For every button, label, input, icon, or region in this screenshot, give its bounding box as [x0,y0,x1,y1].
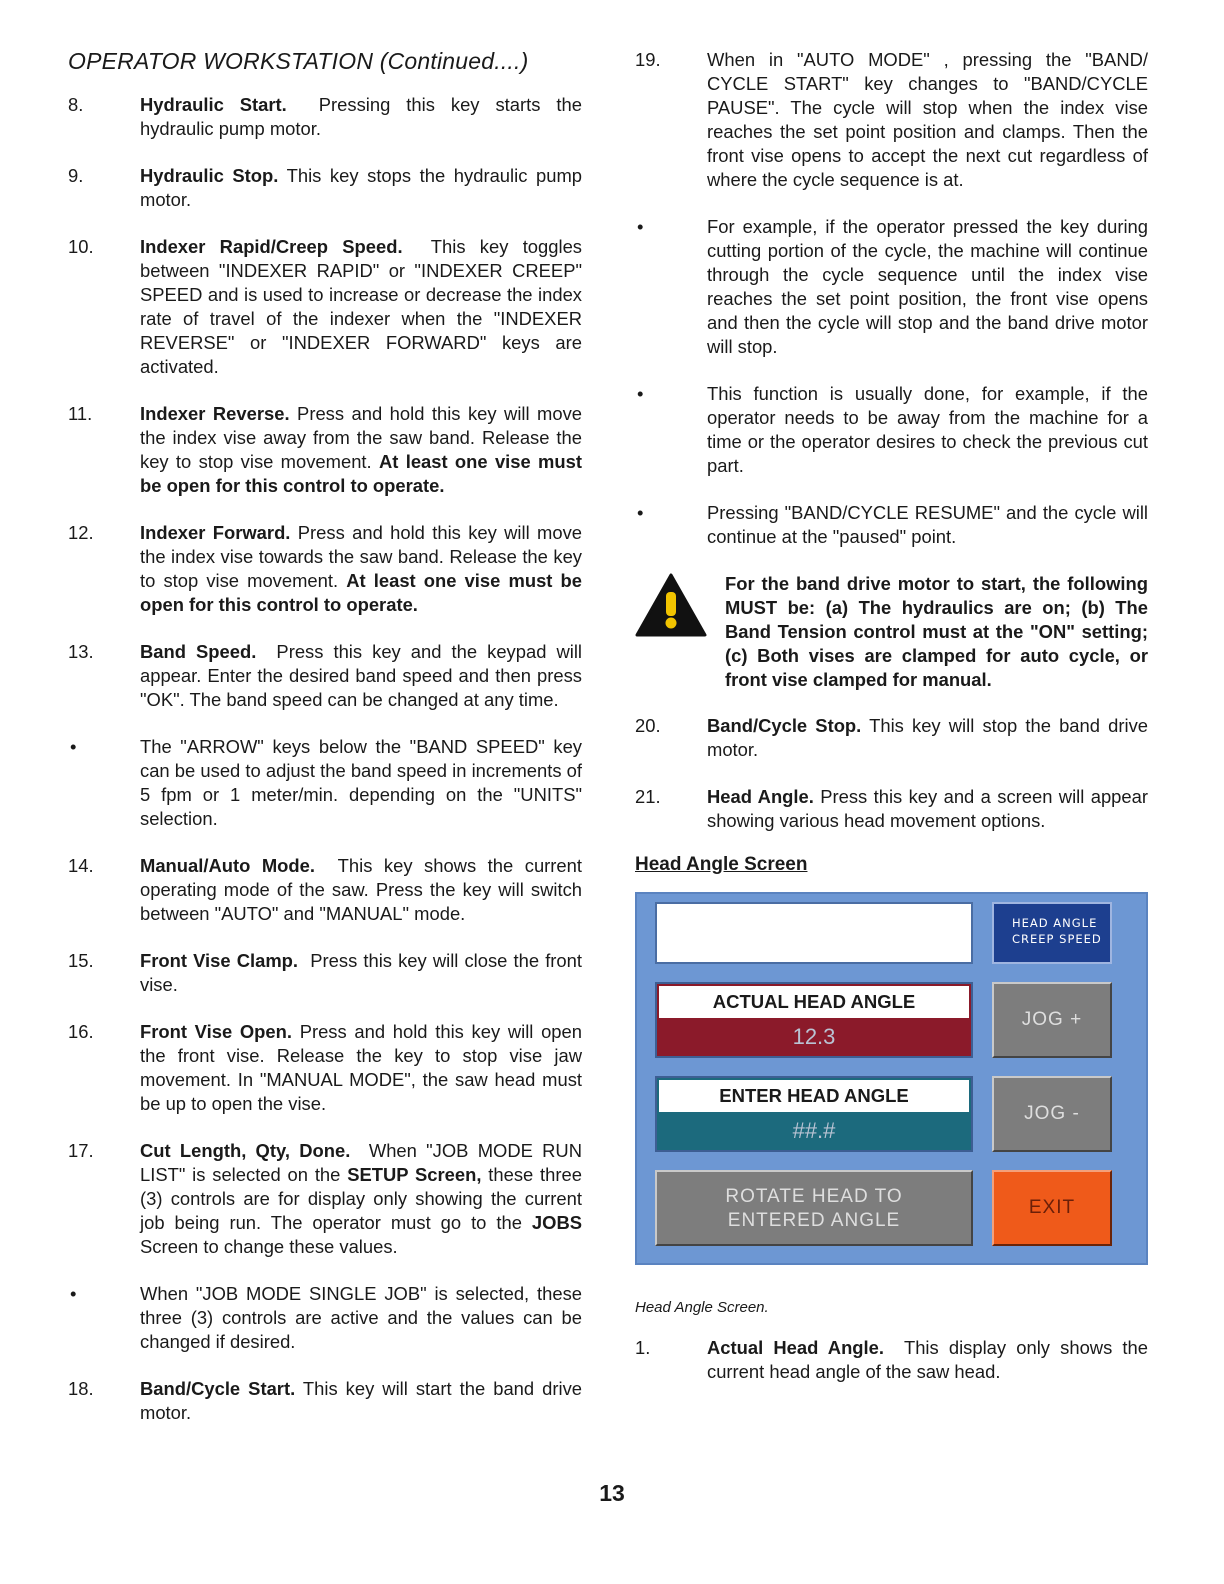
item-number: 14. [68,855,94,876]
warning-icon [635,572,725,692]
item-heading: Band/Cycle Start. [140,1378,296,1399]
warning-note [635,572,1148,692]
item-heading: Cut Length, Qty, Done. [140,1140,351,1161]
item-text: Press this key and a screen will appear showing various head movement options. [707,786,1148,831]
right-column [635,48,1148,1407]
item-text: Press this key will close the front vise. [140,950,582,995]
subsection-heading: Head Angle Screen [635,854,808,875]
bullet-item [68,735,582,831]
item-warning-text: At least one vise must be open for this control to operate. [140,570,582,615]
item-emphasis: JOBS [531,1212,582,1233]
list-item [635,714,1148,762]
item-number: 8. [68,94,84,115]
list-item [68,1020,582,1116]
item-text: Press and hold this key will move the index vise towards the saw band. Release the key to stop vise movement. [140,522,582,591]
enter-head-angle-field[interactable] [655,1076,973,1152]
list-item [68,1139,582,1259]
item-number: 20. [635,715,661,736]
bullet: • [637,216,644,237]
item-number: 16. [68,1021,94,1042]
item-number: 12. [68,522,94,543]
bullet: • [70,1283,77,1304]
list-item [635,1336,1148,1384]
page-number: 13 [599,1480,625,1506]
item-text: When "JOB MODE RUN LIST" is selected on the [140,1140,582,1185]
item-text: these three (3) controls are for display only showing the current job being run. The operator must go to the [140,1164,582,1233]
figure-caption: Head Angle Screen. [635,1299,769,1316]
bullet: • [70,736,77,757]
bullet-item [635,382,1148,478]
actual-head-angle-display [655,982,973,1058]
left-column [68,48,582,1448]
item-heading: Front Vise Clamp. [140,950,299,971]
item-heading: Hydraulic Start. [140,94,287,115]
list-item [68,93,582,141]
item-text: This key toggles between "INDEXER RAPID" or "INDEXER CREEP" SPEED and is used to increase or decrease the index rate of travel of the indexer when the "INDEXER REVERSE" or "INDEXER FORWARD" keys are activated. [140,236,582,377]
item-number: 15. [68,950,94,971]
list-item [68,949,582,997]
rotate-head-button[interactable] [655,1170,973,1246]
creep-label-line2: CREEP SPEED [1012,932,1102,946]
item-heading: Manual/Auto Mode. [140,855,315,876]
item-heading: Head Angle. [707,786,814,807]
list-item [635,785,1148,833]
item-text: Pressing "BAND/CYCLE RESUME" and the cycle will continue at the "paused" point. [707,502,1148,547]
list-item [68,235,582,379]
item-warning-text: At least one vise must be open for this control to operate. [140,451,582,496]
item-number: 13. [68,641,94,662]
item-number: 1. [635,1337,651,1358]
item-text: When in "AUTO MODE" , pressing the "BAND/ CYCLE START" key changes to "BAND/CYCLE PAUSE". The cycle will stop when the index vise reaches the set point position and clamps. Then the front vise opens to accept the next cut regardless of where the cycle sequence is at. [707,49,1148,190]
exit-button[interactable]: EXIT [992,1170,1112,1246]
warning-text: For the band drive motor to start, the following MUST be: (a) The hydraulics are on; (b) The Band Tension control must at the "ON" setting; (c) Both vises are clamped for auto cycle, or front vise clamped for manual. [725,573,1148,690]
item-text: For example, if the operator pressed the key during cutting portion of the cycle, the machine will continue through the cycle sequence until the index vise reaches the set point position, the front vise opens and then the cycle will stop and the band drive motor will stop. [707,216,1148,357]
item-heading: Band/Cycle Stop. [707,715,862,736]
item-heading: Hydraulic Stop. [140,165,279,186]
bullet: • [637,383,644,404]
rotate-label-line2: ENTERED ANGLE [727,1210,901,1231]
item-text: This key will stop the band drive motor. [707,715,1148,760]
actual-head-angle-label: ACTUAL HEAD ANGLE [659,986,969,1018]
item-number: 9. [68,165,84,186]
item-number: 21. [635,786,661,807]
item-text: Pressing this key starts the hydraulic pump motor. [140,94,582,139]
item-text: Press and hold this key will open the front vise. Release the key to stop vise jaw movement. In "MANUAL MODE", the saw head must be up to open the vise. [140,1021,582,1114]
section-title: OPERATOR WORKSTATION (Continued....) [68,48,529,74]
item-text: Screen to change these values. [140,1236,398,1257]
item-text: The "ARROW" keys below the "BAND SPEED" key can be used to adjust the band speed in increments of 5 fpm or 1 meter/min. depending on the "UNITS" selection. [140,736,582,829]
bullet-item [635,501,1148,549]
item-text: When "JOB MODE SINGLE JOB" is selected, these three (3) controls are active and the values can be changed if desired. [140,1283,582,1352]
rotate-label-line1: ROTATE HEAD TO [725,1186,903,1207]
list-item [68,1377,582,1425]
enter-head-angle-label: ENTER HEAD ANGLE [659,1080,969,1112]
item-text: Press and hold this key will move the index vise away from the saw band. Release the key to stop vise movement. [140,403,582,472]
bullet: • [637,502,644,523]
bullet-item [635,215,1148,359]
head-angle-screen [635,892,1148,1265]
list-item [68,164,582,212]
bullet-item [68,1282,582,1354]
item-text: This key stops the hydraulic pump motor. [140,165,582,210]
list-item [635,48,1148,192]
item-heading: Front Vise Open. [140,1021,292,1042]
item-number: 18. [68,1378,94,1399]
item-number: 19. [635,49,661,70]
item-heading: Band Speed. [140,641,257,662]
head-angle-creep-speed-button[interactable] [992,902,1112,964]
list-item [68,640,582,712]
message-display [655,902,973,964]
list-item [68,402,582,498]
item-number: 11. [68,403,93,424]
jog-plus-button[interactable]: JOG + [992,982,1112,1058]
item-heading: Indexer Rapid/Creep Speed. [140,236,403,257]
item-text: This function is usually done, for example, if the operator needs to be away from the machine for a time or the operator desires to check the previous cut part. [707,383,1148,476]
creep-label-line1: HEAD ANGLE [1012,916,1098,930]
item-text: This key shows the current operating mode of the saw. Press the key will switch between "AUTO" and "MANUAL" mode. [140,855,582,924]
actual-head-angle-value: 12.3 [792,1024,836,1049]
enter-head-angle-value: ##.# [792,1118,836,1143]
item-text: This key will start the band drive motor. [140,1378,583,1423]
list-item [68,854,582,926]
item-text: Press this key and the keypad will appear. Enter the desired band speed and then press "OK". The band speed can be changed at any time. [140,641,582,710]
list-item [68,521,582,617]
jog-minus-button[interactable]: JOG - [992,1076,1112,1152]
item-heading: Indexer Forward. [140,522,291,543]
item-heading: Indexer Reverse. [140,403,290,424]
item-heading: Actual Head Angle. [707,1337,884,1358]
item-number: 17. [68,1140,94,1161]
item-text: This display only shows the current head angle of the saw head. [707,1337,1148,1382]
item-emphasis: SETUP Screen, [347,1164,482,1185]
item-number: 10. [68,236,94,257]
